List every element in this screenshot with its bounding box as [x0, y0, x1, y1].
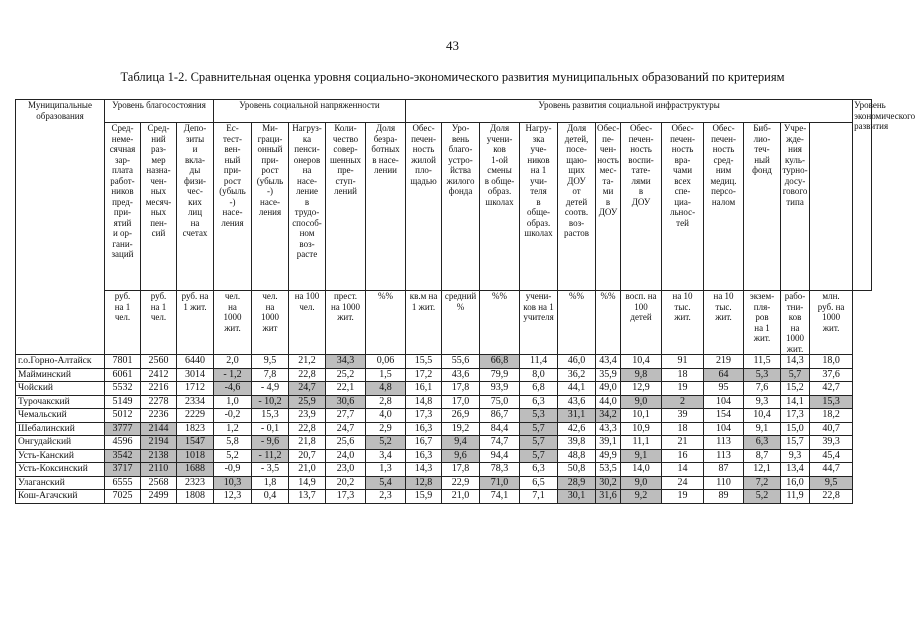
value-cell: 24,7 — [326, 422, 366, 436]
column-header: Обес- пе- чен- ность мес- та- ми в ДОУ — [596, 123, 621, 291]
value-cell: 2144 — [141, 422, 177, 436]
value-cell: 19,2 — [442, 422, 480, 436]
value-cell: 12,8 — [406, 476, 442, 490]
value-cell: 15,7 — [781, 436, 810, 450]
value-cell: 2,3 — [366, 490, 406, 504]
value-cell: 1018 — [177, 449, 214, 463]
value-cell: 4,0 — [366, 409, 406, 423]
table-caption: Таблица 1-2. Сравнительная оценка уровня социально-экономического развития муниципальных образований по критериям — [120, 70, 785, 84]
column-unit: руб. на 1 жит. — [177, 291, 214, 355]
value-cell: 21 — [662, 436, 704, 450]
value-cell: 26,9 — [442, 409, 480, 423]
value-cell: 9,0 — [621, 395, 662, 409]
value-cell: 21,0 — [442, 490, 480, 504]
value-cell: 25,9 — [289, 395, 326, 409]
value-cell: 34,3 — [326, 355, 366, 369]
column-header: Обес- печен- ность вра- чами всех спе- циа- льнос- тей — [662, 123, 704, 291]
value-cell: 5,2 — [214, 449, 252, 463]
value-cell: 39,3 — [810, 436, 853, 450]
value-cell: 5149 — [105, 395, 141, 409]
value-cell: 1808 — [177, 490, 214, 504]
value-cell: 14,9 — [289, 476, 326, 490]
value-cell: 2323 — [177, 476, 214, 490]
column-unit: руб. на 1 чел. — [141, 291, 177, 355]
value-cell: - 9,6 — [252, 436, 289, 450]
value-cell: 7,2 — [744, 476, 781, 490]
value-cell: 16,0 — [781, 476, 810, 490]
value-cell: - 10,2 — [252, 395, 289, 409]
value-cell: 87 — [704, 463, 744, 477]
value-cell: 10,1 — [621, 409, 662, 423]
value-cell: -0,2 — [214, 409, 252, 423]
value-cell: 113 — [704, 436, 744, 450]
value-cell: 93,9 — [480, 382, 520, 396]
value-cell: -0,9 — [214, 463, 252, 477]
value-cell: 13,4 — [781, 463, 810, 477]
value-cell: 7,1 — [520, 490, 558, 504]
column-header: Депо- зиты и вкла- ды физи- чес- ких лиц на счетах — [177, 123, 214, 291]
municipality-name: Чойский — [16, 382, 105, 396]
value-cell: 6555 — [105, 476, 141, 490]
value-cell: 9,1 — [744, 422, 781, 436]
value-cell: 7025 — [105, 490, 141, 504]
value-cell: 8,7 — [744, 449, 781, 463]
column-header: Уро- вень благо- устро- йства жилого фонда — [442, 123, 480, 291]
value-cell: 71,0 — [480, 476, 520, 490]
value-cell: 2 — [662, 395, 704, 409]
value-cell: 1,2 — [214, 422, 252, 436]
value-cell: 10,9 — [621, 422, 662, 436]
value-cell: 14,8 — [406, 395, 442, 409]
value-cell: 1688 — [177, 463, 214, 477]
table-row — [16, 382, 872, 396]
value-cell: 5,8 — [214, 436, 252, 450]
value-cell: 49,9 — [596, 449, 621, 463]
column-unit: млн. руб. на 1000 жит. — [810, 291, 853, 355]
value-cell: 6,5 — [520, 476, 558, 490]
municipality-name: Онгудайский — [16, 436, 105, 450]
value-cell: 84,4 — [480, 422, 520, 436]
value-cell: 22,8 — [289, 368, 326, 382]
value-cell: 43,6 — [558, 395, 596, 409]
value-cell: 15,3 — [252, 409, 289, 423]
value-cell: 2568 — [141, 476, 177, 490]
value-cell: 14,1 — [781, 395, 810, 409]
value-cell: 3542 — [105, 449, 141, 463]
header-group: Уровень экономического развития — [853, 100, 872, 291]
value-cell: 39,1 — [596, 436, 621, 450]
value-cell: 15,2 — [781, 382, 810, 396]
column-unit: кв.м на 1 жит. — [406, 291, 442, 355]
municipality-name: Кош-Агачский — [16, 490, 105, 504]
value-cell: 75,0 — [480, 395, 520, 409]
column-header: Учре- жде- ния куль- турно- досу- гового типа — [781, 123, 810, 291]
value-cell: 13,7 — [289, 490, 326, 504]
value-cell: 2194 — [141, 436, 177, 450]
value-cell: 14,3 — [406, 463, 442, 477]
column-header: Ес- тест- вен- ный при- рост (убыль -) насе- ления — [214, 123, 252, 291]
value-cell: 37,6 — [810, 368, 853, 382]
value-cell: - 4,9 — [252, 382, 289, 396]
value-cell: 16,1 — [406, 382, 442, 396]
column-header: Нагру- зка уче- ников на 1 учи- теля в обще- образ. школах — [520, 123, 558, 291]
value-cell: 19 — [662, 382, 704, 396]
value-cell: 17,2 — [406, 368, 442, 382]
header-municipality: Муниципальные образования — [16, 100, 105, 355]
column-header: Ми- граци- онный при- рост (убыль -) насе- ления — [252, 123, 289, 291]
value-cell: 9,4 — [442, 436, 480, 450]
value-cell: 2412 — [141, 368, 177, 382]
value-cell: 14 — [662, 463, 704, 477]
column-unit: %% — [366, 291, 406, 355]
value-cell: 39,8 — [558, 436, 596, 450]
value-cell: 5,7 — [781, 368, 810, 382]
value-cell: - 11,2 — [252, 449, 289, 463]
value-cell: 11,4 — [520, 355, 558, 369]
value-cell: 7801 — [105, 355, 141, 369]
value-cell: 12,3 — [214, 490, 252, 504]
value-cell: 25,2 — [326, 368, 366, 382]
municipality-name: Усть-Канский — [16, 449, 105, 463]
value-cell: 35,9 — [596, 368, 621, 382]
value-cell: 21,8 — [289, 436, 326, 450]
value-cell: 17,3 — [781, 409, 810, 423]
value-cell: 48,8 — [558, 449, 596, 463]
value-cell: 2229 — [177, 409, 214, 423]
column-unit: чел. на 1000 жит. — [214, 291, 252, 355]
value-cell: 14,0 — [621, 463, 662, 477]
value-cell: 6,3 — [744, 436, 781, 450]
table-row — [16, 422, 872, 436]
value-cell: 11,5 — [744, 355, 781, 369]
value-cell: 7,6 — [744, 382, 781, 396]
value-cell: 12,9 — [621, 382, 662, 396]
column-unit: на 100 чел. — [289, 291, 326, 355]
column-header: Обес- печен- ность воспи- тате- лями в ДОУ — [621, 123, 662, 291]
value-cell: 15,5 — [406, 355, 442, 369]
value-cell: 28,9 — [558, 476, 596, 490]
value-cell: 16,3 — [406, 449, 442, 463]
value-cell: 15,0 — [781, 422, 810, 436]
municipality-name: Чемальский — [16, 409, 105, 423]
value-cell: 12,1 — [744, 463, 781, 477]
value-cell: 18 — [662, 368, 704, 382]
value-cell: 24,0 — [326, 449, 366, 463]
header-group: Уровень благосостояния — [105, 100, 214, 123]
value-cell: 8,0 — [520, 368, 558, 382]
value-cell: 22,8 — [810, 490, 853, 504]
value-cell: 4,8 — [366, 382, 406, 396]
table-header — [16, 100, 915, 355]
value-cell: 34,2 — [596, 409, 621, 423]
column-header: Доля учени- ков 1-ой смены в обще- образ. школах — [480, 123, 520, 291]
table-row — [16, 355, 872, 369]
value-cell: 9,8 — [621, 368, 662, 382]
value-cell: 9,3 — [781, 449, 810, 463]
value-cell: 40,7 — [810, 422, 853, 436]
value-cell: 6,3 — [520, 395, 558, 409]
value-cell: 3,4 — [366, 449, 406, 463]
value-cell: 9,6 — [442, 449, 480, 463]
value-cell: 6,3 — [520, 463, 558, 477]
value-cell: 2110 — [141, 463, 177, 477]
value-cell: 24 — [662, 476, 704, 490]
table-row — [16, 436, 872, 450]
value-cell: 21,0 — [289, 463, 326, 477]
value-cell: 16 — [662, 449, 704, 463]
value-cell: 10,4 — [621, 355, 662, 369]
column-header: Доля детей, посе- щаю- щих ДОУ от детей соотв. воз- растов — [558, 123, 596, 291]
value-cell: 14,3 — [781, 355, 810, 369]
municipality-name: Турочакский — [16, 395, 105, 409]
value-cell: 104 — [704, 395, 744, 409]
column-unit: на 10 тыс. жит. — [662, 291, 704, 355]
value-cell: 3777 — [105, 422, 141, 436]
value-cell: 15,9 — [406, 490, 442, 504]
value-cell: 154 — [704, 409, 744, 423]
value-cell: 2560 — [141, 355, 177, 369]
value-cell: 15,3 — [810, 395, 853, 409]
table-row — [16, 368, 872, 382]
value-cell: 5012 — [105, 409, 141, 423]
value-cell: 4596 — [105, 436, 141, 450]
value-cell: 110 — [704, 476, 744, 490]
page-number: 43 — [446, 38, 459, 53]
column-unit: учени- ков на 1 учителя — [520, 291, 558, 355]
column-header: Нагруз- ка пенси- онеров на насе- ление в трудо- способ- ном воз- расте — [289, 123, 326, 291]
value-cell: 9,5 — [252, 355, 289, 369]
value-cell: 44,7 — [810, 463, 853, 477]
value-cell: 5,2 — [366, 436, 406, 450]
column-unit: %% — [480, 291, 520, 355]
comparison-table — [15, 99, 915, 504]
value-cell: 20,7 — [289, 449, 326, 463]
value-cell: 23,9 — [289, 409, 326, 423]
column-unit: %% — [558, 291, 596, 355]
municipality-name: Майминский — [16, 368, 105, 382]
value-cell: 5532 — [105, 382, 141, 396]
value-cell: 2138 — [141, 449, 177, 463]
value-cell: 219 — [704, 355, 744, 369]
header-group: Уровень развития социальной инфраструктуры — [406, 100, 853, 123]
value-cell: 11,9 — [781, 490, 810, 504]
value-cell: 3014 — [177, 368, 214, 382]
value-cell: 5,3 — [744, 368, 781, 382]
table-body — [16, 355, 872, 504]
column-unit: чел. на 1000 жит — [252, 291, 289, 355]
value-cell: 43,4 — [596, 355, 621, 369]
value-cell: - 3,5 — [252, 463, 289, 477]
value-cell: 16,7 — [406, 436, 442, 450]
column-header: Коли- чество совер- шенных пре- ступ- лений — [326, 123, 366, 291]
value-cell: 18 — [662, 422, 704, 436]
column-header: Биб- лио- теч- ный фонд — [744, 123, 781, 291]
table-row — [16, 490, 872, 504]
value-cell: 6440 — [177, 355, 214, 369]
value-cell: 1,0 — [214, 395, 252, 409]
column-unit: прест. на 1000 жит. — [326, 291, 366, 355]
value-cell: 46,0 — [558, 355, 596, 369]
value-cell: 89 — [704, 490, 744, 504]
value-cell: 1,8 — [252, 476, 289, 490]
value-cell: 17,8 — [442, 463, 480, 477]
value-cell: 2,8 — [366, 395, 406, 409]
value-cell: 36,2 — [558, 368, 596, 382]
value-cell: 3717 — [105, 463, 141, 477]
value-cell: 2216 — [141, 382, 177, 396]
value-cell: 95 — [704, 382, 744, 396]
value-cell: 17,0 — [442, 395, 480, 409]
value-cell: 43,3 — [596, 422, 621, 436]
value-cell: 0,06 — [366, 355, 406, 369]
value-cell: 43,6 — [442, 368, 480, 382]
value-cell: 44,1 — [558, 382, 596, 396]
value-cell: 9,1 — [621, 449, 662, 463]
value-cell: 30,6 — [326, 395, 366, 409]
value-cell: 0,4 — [252, 490, 289, 504]
value-cell: 44,0 — [596, 395, 621, 409]
value-cell: 74,1 — [480, 490, 520, 504]
value-cell: 91 — [662, 355, 704, 369]
value-cell: -4,6 — [214, 382, 252, 396]
value-cell: 5,7 — [520, 422, 558, 436]
value-cell: 1,3 — [366, 463, 406, 477]
value-cell: 5,4 — [366, 476, 406, 490]
value-cell: 39 — [662, 409, 704, 423]
value-cell: 2334 — [177, 395, 214, 409]
value-cell: 20,2 — [326, 476, 366, 490]
value-cell: 17,3 — [326, 490, 366, 504]
municipality-name: г.о.Горно-Алтайск — [16, 355, 105, 369]
value-cell: 11,1 — [621, 436, 662, 450]
value-cell: 9,2 — [621, 490, 662, 504]
value-cell: 74,7 — [480, 436, 520, 450]
table-row — [16, 476, 872, 490]
table-row — [16, 449, 872, 463]
value-cell: 49,0 — [596, 382, 621, 396]
value-cell: 5,7 — [520, 436, 558, 450]
value-cell: 27,7 — [326, 409, 366, 423]
value-cell: 22,8 — [289, 422, 326, 436]
value-cell: 2,0 — [214, 355, 252, 369]
table-row — [16, 395, 872, 409]
value-cell: 64 — [704, 368, 744, 382]
table-row — [16, 463, 872, 477]
value-cell: 9,5 — [810, 476, 853, 490]
column-unit: руб. на 1 чел. — [105, 291, 141, 355]
value-cell: 6061 — [105, 368, 141, 382]
value-cell: 1,5 — [366, 368, 406, 382]
value-cell: 31,1 — [558, 409, 596, 423]
value-cell: 10,3 — [214, 476, 252, 490]
value-cell: 42,7 — [810, 382, 853, 396]
column-unit: восп. на 100 детей — [621, 291, 662, 355]
column-unit: средний % — [442, 291, 480, 355]
value-cell: 42,6 — [558, 422, 596, 436]
column-header: Обес- печен- ность жилой пло- щадью — [406, 123, 442, 291]
value-cell: 2,9 — [366, 422, 406, 436]
value-cell: 17,8 — [442, 382, 480, 396]
value-cell: 6,8 — [520, 382, 558, 396]
value-cell: 104 — [704, 422, 744, 436]
municipality-name: Усть-Коксинский — [16, 463, 105, 477]
value-cell: 22,1 — [326, 382, 366, 396]
value-cell: - 1,2 — [214, 368, 252, 382]
column-header: Доля безра- ботных в насе- лении — [366, 123, 406, 291]
value-cell: 24,7 — [289, 382, 326, 396]
value-cell: 5,2 — [744, 490, 781, 504]
municipality-name: Улаганский — [16, 476, 105, 490]
value-cell: 31,6 — [596, 490, 621, 504]
value-cell: 7,8 — [252, 368, 289, 382]
value-cell: 2278 — [141, 395, 177, 409]
value-cell: 30,2 — [596, 476, 621, 490]
value-cell: 21,2 — [289, 355, 326, 369]
value-cell: 5,7 — [520, 449, 558, 463]
column-header: Обес- печен- ность сред- ним медиц. персо- налом — [704, 123, 744, 291]
municipality-name: Шебалинский — [16, 422, 105, 436]
header-group: Уровень социальной напряженности — [214, 100, 406, 123]
value-cell: 23,0 — [326, 463, 366, 477]
table-row — [16, 409, 872, 423]
value-cell: 78,3 — [480, 463, 520, 477]
value-cell: 10,4 — [744, 409, 781, 423]
value-cell: 66,8 — [480, 355, 520, 369]
column-unit: экзем- пля- ров на 1 жит. — [744, 291, 781, 355]
value-cell: 9,0 — [621, 476, 662, 490]
value-cell: 5,3 — [520, 409, 558, 423]
value-cell: 2499 — [141, 490, 177, 504]
value-cell: 2236 — [141, 409, 177, 423]
column-unit: %% — [596, 291, 621, 355]
column-header: Сред- ний раз- мер назна- чен- ных месяч- ных пен- сий — [141, 123, 177, 291]
value-cell: 19 — [662, 490, 704, 504]
value-cell: 30,1 — [558, 490, 596, 504]
value-cell: 1823 — [177, 422, 214, 436]
value-cell: 1712 — [177, 382, 214, 396]
value-cell: 53,5 — [596, 463, 621, 477]
value-cell: 79,9 — [480, 368, 520, 382]
value-cell: 18,0 — [810, 355, 853, 369]
value-cell: 86,7 — [480, 409, 520, 423]
value-cell: 94,4 — [480, 449, 520, 463]
value-cell: 1547 — [177, 436, 214, 450]
value-cell: 22,9 — [442, 476, 480, 490]
value-cell: 18,2 — [810, 409, 853, 423]
value-cell: - 0,1 — [252, 422, 289, 436]
value-cell: 16,3 — [406, 422, 442, 436]
column-header: Сред- неме- сячная зар- плата работ- ников пред- при- ятий и ор- гани- заций — [105, 123, 141, 291]
value-cell: 17,3 — [406, 409, 442, 423]
column-unit: рабо- тни- ков на 1000 жит. — [781, 291, 810, 355]
value-cell: 50,8 — [558, 463, 596, 477]
value-cell: 45,4 — [810, 449, 853, 463]
value-cell: 113 — [704, 449, 744, 463]
value-cell: 25,6 — [326, 436, 366, 450]
column-unit: на 10 тыс. жит. — [704, 291, 744, 355]
value-cell: 9,3 — [744, 395, 781, 409]
value-cell: 55,6 — [442, 355, 480, 369]
